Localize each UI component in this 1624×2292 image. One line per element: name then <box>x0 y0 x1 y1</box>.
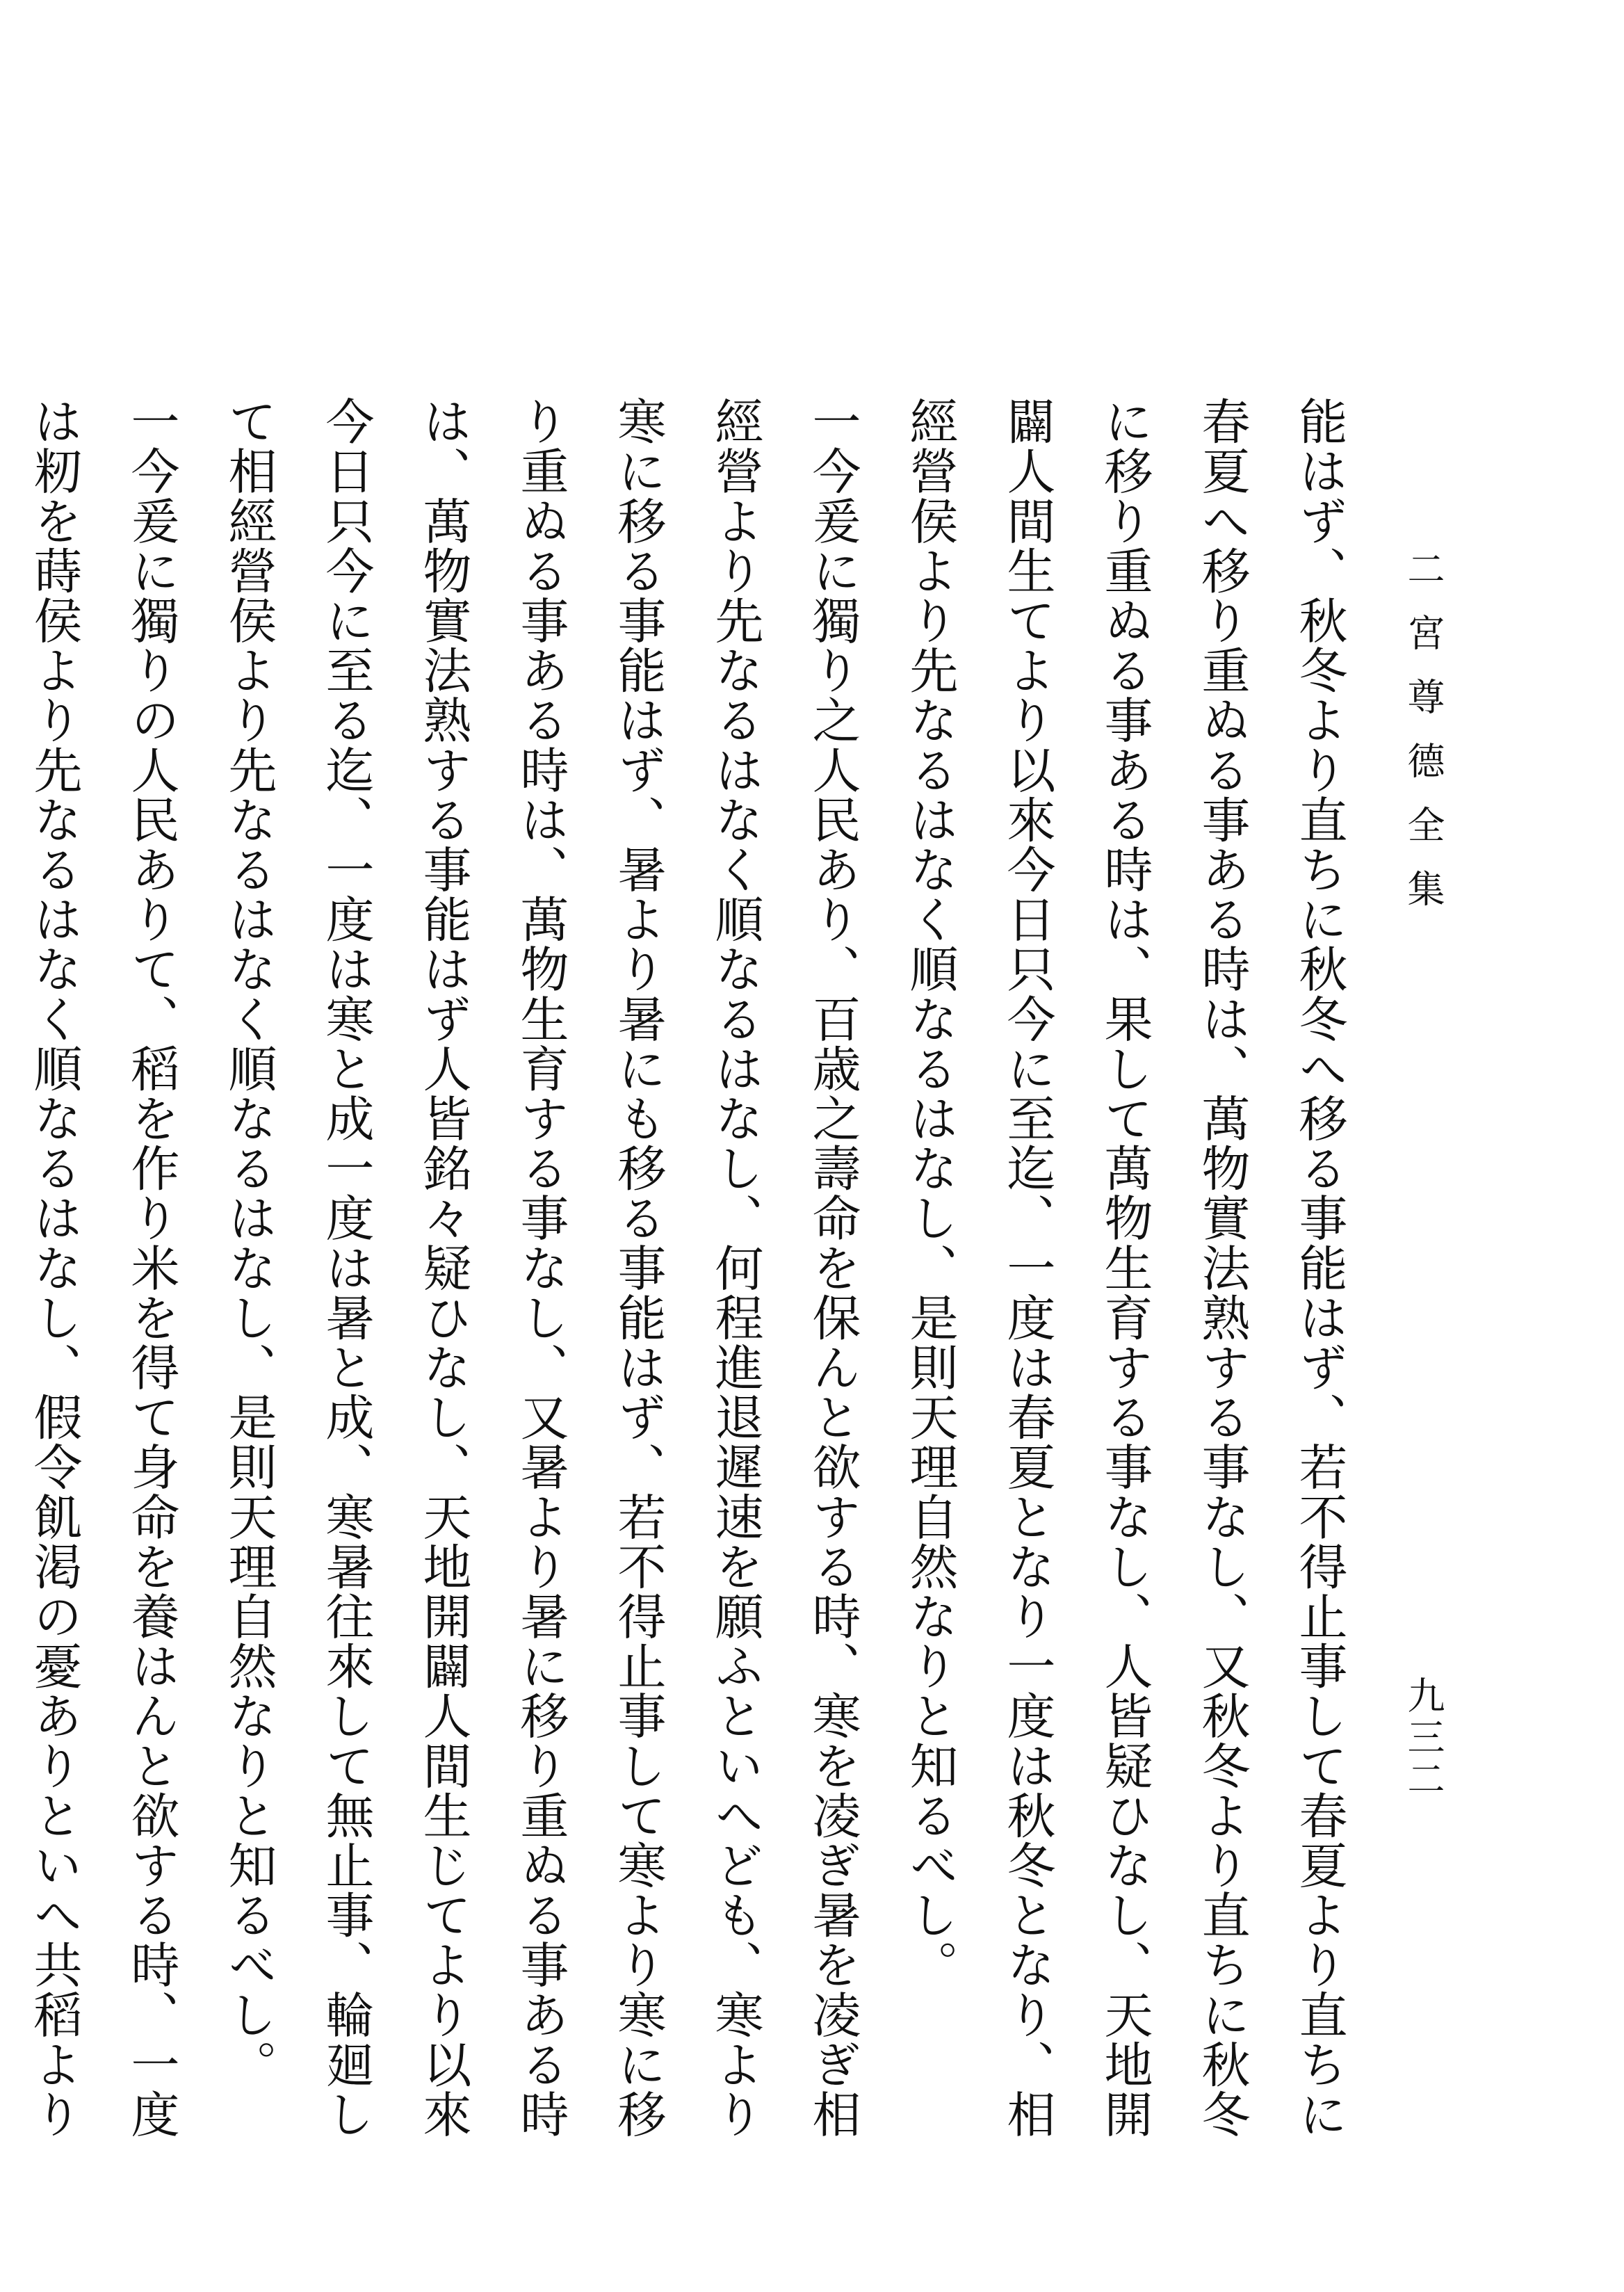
paragraph-3: 一今爰に獨りの人民ありて、稻を作り米を得て身命を養はんと欲する時、一度は籾を蒔侯より先なるはなく順なるはなし、假令飢渇の憂ありといへ共稻より <box>26 396 180 2139</box>
book-title: 二宮尊德全集 <box>1402 549 1445 933</box>
paragraph-1: 能はず、秋冬より直ちに秋冬へ移る事能はず、若不得止事して春夏より直ちに春夏へ移り重ぬる事ある時は、萬物實法熟する事なし、又秋冬より直ちに秋冬に移り重ぬる事ある時は、果して萬物生育する事なし、人皆疑ひなし、天地開闢人間生てより以來今日只今に至迄、一度は春夏となり一度は秋冬となり、相經營侯より先なるはなく順なるはなし、是則天理自然なりと知るべし。 <box>902 396 1348 2139</box>
page-number: 九三二 <box>1402 1676 1445 1801</box>
paragraph-2: 一今爰に獨り之人民あり、百歳之壽命を保んと欲する時、寒を凌ぎ暑を凌ぎ相經營より先なるはなく順なるはなし、何程進退遲速を願ふといへども、寒より寒に移る事能はず、暑より暑にも移る事能はず、若不得止事して寒より寒に移り重ぬる事ある時は、萬物生育する事なし、又暑より暑に移り重ぬる事ある時は、萬物實法熟する事能はず人皆銘々疑ひなし、天地開闢人間生じてより以來今日只今に至る迄、一度は寒と成一度は暑と成、寒暑往來して無止事、輪廻して相經營侯より先なるはなく順なるはなし、是則天理自然なりと知るべし。 <box>220 396 861 2140</box>
body-text <box>26 396 1368 2177</box>
